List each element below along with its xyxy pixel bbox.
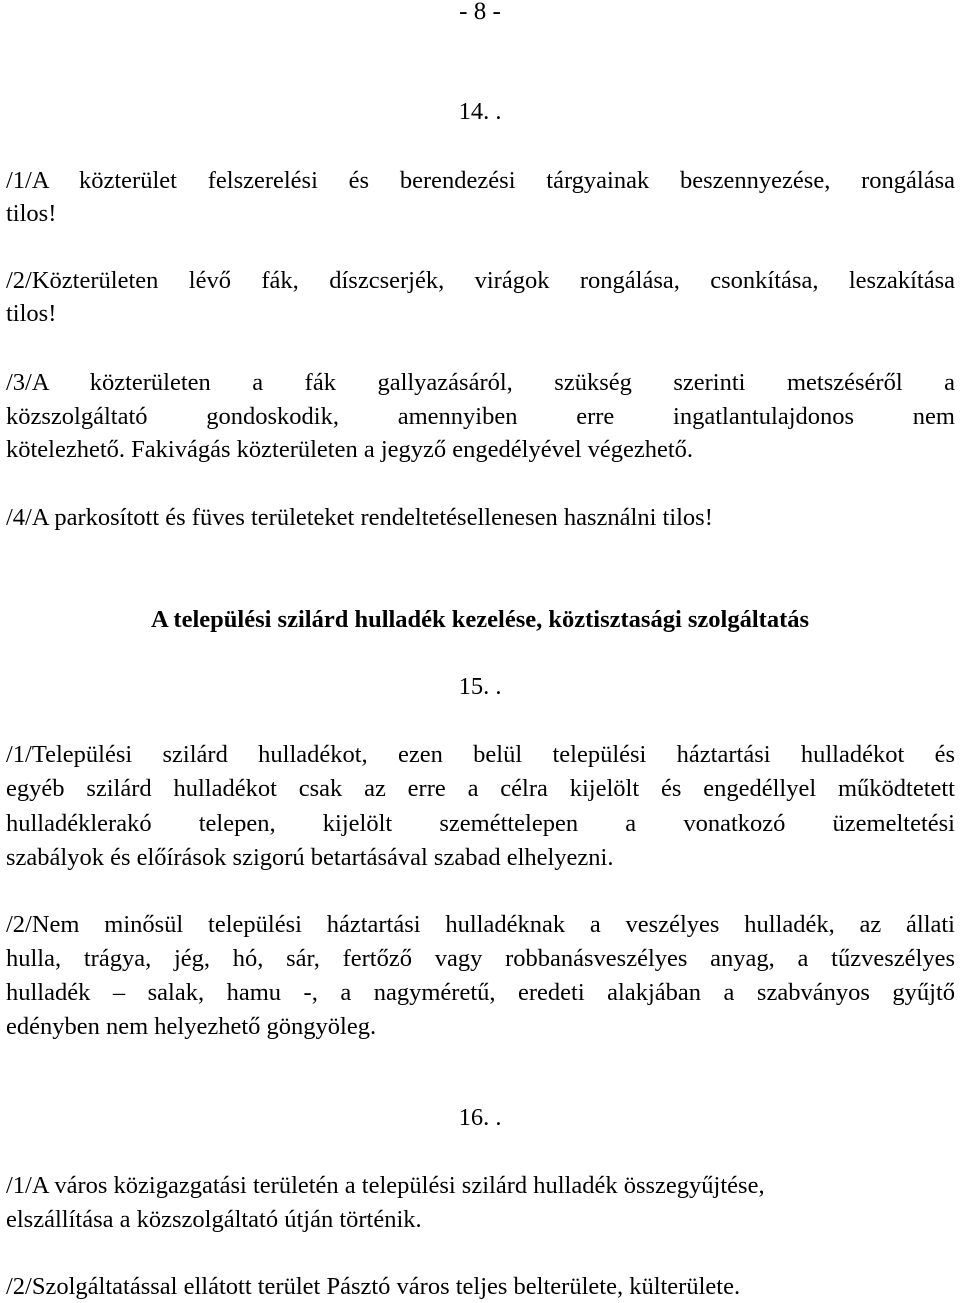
paragraph-line: egyéb szilárd hulladékot csak az erre a célra kijelölt és engedéllyel működtetett — [6, 775, 955, 802]
section-number-15: 15. . — [458, 673, 502, 700]
paragraph-line: /4/A parkosított és füves területeket rendeltetésellenesen használni tilos! — [6, 504, 713, 531]
paragraph-line: tilos! — [6, 300, 57, 327]
paragraph-line: kötelezhető. Fakivágás közterületen a jegyző engedélyével végezhető. — [6, 436, 694, 463]
paragraph-line: /2/Szolgáltatással ellátott terület Pásztó város teljes belterülete, külterülete. — [6, 1273, 741, 1300]
paragraph-line: közszolgáltató gondoskodik, amennyiben erre ingatlantulajdonos nem — [6, 403, 955, 430]
paragraph-line: edényben nem helyezhető göngyöleg. — [6, 1013, 377, 1040]
page-number: - 8 - — [459, 0, 501, 25]
section-number-14: 14. . — [458, 98, 502, 125]
paragraph-line: /1/A közterület felszerelési és berendezési tárgyainak beszennyezése, rongálása — [6, 167, 955, 194]
paragraph-line: hulla, trágya, jég, hó, sár, fertőző vagy robbanásveszélyes anyag, a tűzveszélyes — [6, 945, 955, 972]
paragraph-line: hulladék – salak, hamu -, a nagyméretű, eredeti alakjában a szabványos gyűjtő — [6, 979, 955, 1006]
paragraph-line: /2/Közterületen lévő fák, díszcserjék, virágok rongálása, csonkítása, leszakítása — [6, 267, 955, 294]
paragraph-line: /3/A közterületen a fák gallyazásáról, szükség szerinti metszéséről a — [6, 369, 955, 396]
paragraph-line: /2/Nem minősül települési háztartási hulladéknak a veszélyes hulladék, az állati — [6, 911, 955, 938]
paragraph-line: /1/Települési szilárd hulladékot, ezen belül települési háztartási hulladékot és — [6, 741, 955, 768]
paragraph-line: szabályok és előírások szigorú betartásával szabad elhelyezni. — [6, 844, 614, 871]
paragraph-line: hulladéklerakó telepen, kijelölt szeméttelepen a vonatkozó üzemeltetési — [6, 810, 955, 837]
paragraph-line: elszállítása a közszolgáltató útján történik. — [6, 1206, 422, 1233]
paragraph-line: tilos! — [6, 200, 57, 227]
section-number-16: 16. . — [458, 1104, 502, 1131]
section-heading: A települési szilárd hulladék kezelése, köztisztasági szolgáltatás — [150, 606, 810, 633]
paragraph-line: /1/A város közigazgatási területén a települési szilárd hulladék összegyűjtése, — [6, 1172, 765, 1199]
